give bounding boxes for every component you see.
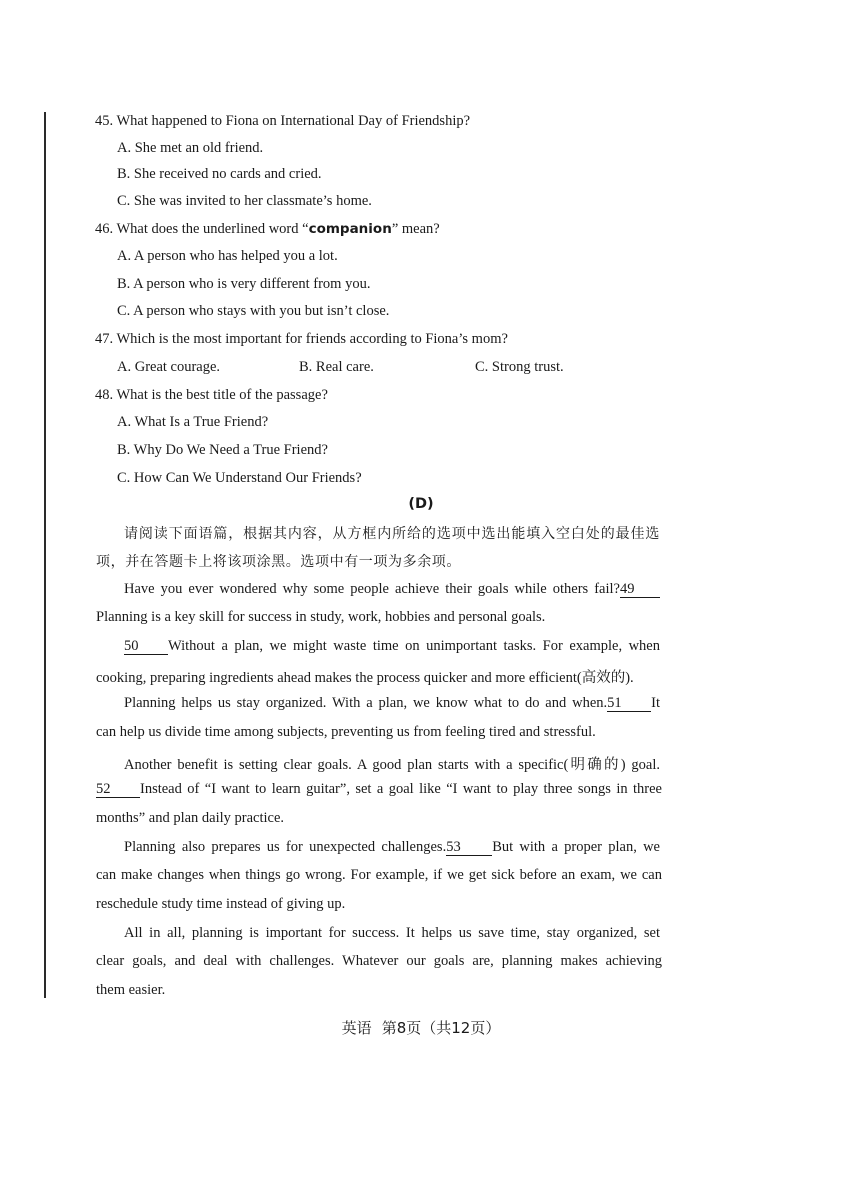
instruction-line-1: 请阅读下面语篇，根据其内容，从方框内所给的选项中选出能填入空白处的最佳选 [124,526,660,542]
footer-subject: 英语 [341,1019,372,1037]
blank-53: 53 [446,840,492,856]
footer-page-number: 第8页（共12页） [381,1019,501,1037]
page-footer [0,1017,842,1038]
question-46-option-c: C. A person who stays with you but isn’t close. [117,303,390,319]
blank-51: 51 [607,696,651,712]
instruction-line-2: 项，并在答题卡上将该项涂黑。选项中有一项为多余项。 [96,554,461,570]
passage-p4-line-2 [96,781,662,798]
question-45-option-c: C. She was invited to her classmate’s home. [117,193,372,209]
passage-p6-line-3: them easier. [96,982,166,998]
question-47-option-a: A. Great courage. [117,359,221,375]
question-45-stem: 45. What happened to Fiona on International Day of Friendship? [95,113,471,129]
passage-p1-text: Have you ever wondered why some people achieve their goals while others fail? [124,581,620,597]
passage-p2-line-2: cooking, preparing ingredients ahead makes the process quicker and more efficient(高效的). [96,670,634,686]
question-45-option-b: B. She received no cards and cried. [117,166,322,182]
passage-p5-line-2: can make changes when things go wrong. For example, if we get sick before an exam, we can [96,867,662,883]
question-46-keyword: companion [308,221,392,237]
blank-52: 52 [96,782,140,798]
passage-p5-text: Planning also prepares us for unexpected challenges. [124,839,447,855]
question-46-stem-start: 46. What does the underlined word “ [95,221,309,237]
question-46-stem [95,221,440,238]
passage-p3-line-1 [124,695,660,712]
question-48-option-b: B. Why Do We Need a True Friend? [117,442,328,458]
passage-p3-text-after: It [651,695,660,711]
section-d-heading: (D) [408,496,434,512]
question-48-option-c: C. How Can We Understand Our Friends? [117,470,362,486]
question-46-stem-end: ” mean? [391,221,440,237]
passage-p1-line-2: Planning is a key skill for success in study, work, hobbies and personal goals. [96,609,546,625]
blank-50: 50 [124,639,168,655]
question-46-option-a: A. A person who has helped you a lot. [117,248,338,264]
passage-p6-line-2: clear goals, and deal with challenges. Whatever our goals are, planning makes achieving [96,953,662,969]
question-46-option-b: B. A person who is very different from you. [117,276,371,292]
passage-p3-text: Planning helps us stay organized. With a plan, we know what to do and when. [124,695,608,711]
passage-p5-line-1 [124,839,660,856]
passage-p6-line-1: All in all, planning is important for success. It helps us save time, stay organized, set [124,925,660,941]
passage-p5-line-3: reschedule study time instead of giving up. [96,896,346,912]
blank-49: 49 [620,582,660,598]
passage-p4-line-3: months” and plan daily practice. [96,810,285,826]
passage-p2-text: Without a plan, we might waste time on unimportant tasks. For example, when [168,638,660,654]
question-47-stem: 47. Which is the most important for friends according to Fiona’s mom? [95,331,508,347]
passage-p5-text-after: But with a proper plan, we [492,839,660,855]
question-47-option-b: B. Real care. [299,359,374,375]
passage-p1-line-1 [124,581,660,598]
passage-p4-text: Instead of “I want to learn guitar”, set a goal like “I want to play three songs in three [140,781,662,797]
passage-p3-line-2: can help us divide time among subjects, preventing us from feeling tired and stressful. [96,724,596,740]
question-48-option-a: A. What Is a True Friend? [117,414,269,430]
binding-margin-line [44,112,46,998]
question-47-option-c: C. Strong trust. [475,359,564,375]
question-47-options [117,359,617,379]
question-45-option-a: A. She met an old friend. [117,140,264,156]
passage-p4-line-1: Another benefit is setting clear goals. A good plan starts with a specific(明确的) goal. [124,757,660,773]
question-48-stem: 48. What is the best title of the passage? [95,387,328,403]
passage-p2-line-1 [124,638,660,655]
